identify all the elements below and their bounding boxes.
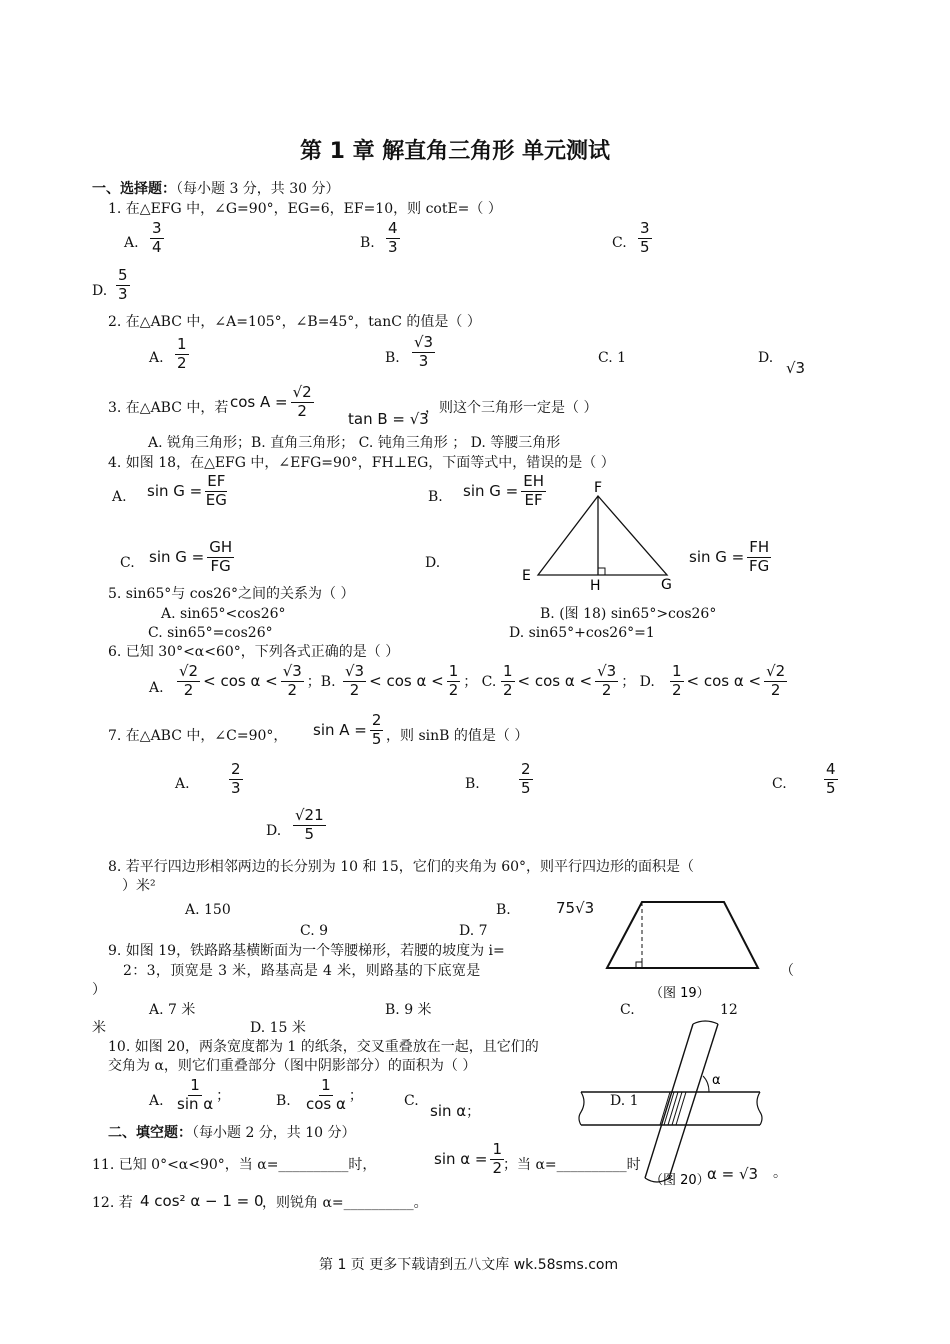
denominator: sin α [177,1094,214,1113]
separator: ； D. [621,674,655,691]
q3-cos-expression [230,385,317,420]
denominator: 3 [388,237,398,256]
q2-option-c: C. 1 [598,350,627,366]
q11-stem-end: ；当 α=__________时 [503,1157,641,1173]
q6-option-b-expression [340,664,496,699]
right-fraction [281,664,304,699]
q4-option-d-expression [689,540,774,575]
q9-paren-close: ） [92,982,106,998]
denominator: cos α [306,1094,346,1113]
middle: < cos α < [203,672,278,691]
separator: ； C. [463,674,497,691]
angle-arc [703,1076,709,1092]
q3-options: A. 锐角三角形；B. 直角三角形； C. 钝角三角形 ； D. 等腰三角形 [148,435,561,451]
q6-stem: 6. 已知 30°<α<60°，下列各式正确的是（ ） [108,644,400,660]
separator: ； [216,1088,231,1105]
numerator: 1 [321,1076,331,1094]
numerator: 2 [371,711,382,729]
denominator: 5 [521,778,531,797]
q10-option-c-expression [430,1101,480,1121]
page-footer: 第 1 页 更多下载请到五八文库 wk.58sms.com [319,1257,619,1273]
numerator: EH [523,472,544,490]
q4-option-d-label: D. [425,555,441,571]
q3-stem-start: 3. 在△ABC 中，若 [108,400,229,416]
section-heading [108,1126,356,1141]
q4-option-b-label: B. [428,489,443,505]
q1-option-c-label: C. [612,235,627,251]
lhs: sin G = [463,482,519,501]
denominator: 2 [672,680,682,699]
numerator: GH [209,538,233,556]
right-fraction [447,664,461,699]
slanted-strip-top-end [693,1021,718,1024]
denominator: 2 [503,680,513,699]
q7-option-c-fraction [824,762,838,797]
left-fraction [343,664,366,699]
section-note: （每小题 3 分，共 30 分） [176,181,340,197]
q1-option-a-label: A. [124,235,139,251]
separator: ；B. [306,674,336,691]
strip-left-end [579,1092,584,1125]
right-fraction [764,664,787,699]
q9-line2: 2：3，顶宽是 3 米，路基高是 4 米，则路基的下底宽是 [123,963,481,979]
section-heading [92,182,340,197]
lhs: sin G = [147,482,203,501]
label-g: G [661,577,672,593]
q11-tail-expression: α = √3 [707,1165,759,1183]
q6-option-a-expression [174,664,336,699]
denominator: 2 [183,680,194,699]
overlap-shading [660,1092,686,1125]
section-title: 二、填空题： [108,1125,192,1141]
numerator: 1 [672,662,682,680]
q7-option-a-fraction [229,762,243,797]
q5-option-c: C. sin65°=cos26° [148,625,273,641]
q3-tan-expression: tan B = √3 [348,410,429,428]
denominator: EG [205,490,227,509]
denominator: 2 [287,680,298,699]
numerator: 4 [388,219,398,237]
q10-option-b-label: B. [276,1093,291,1109]
q4-option-c-expression [149,540,237,575]
denominator: FG [749,556,770,575]
label-f: F [594,480,603,496]
q9-line1: 9. 如图 19，铁路路基横断面为一个等腰梯形，若腰的坡度为 i= [108,943,505,959]
slanted-strip-right [669,1024,718,1178]
value: sin α [430,1102,467,1120]
q10-option-a-expression [174,1078,230,1113]
denominator: 2 [448,680,459,699]
fraction [205,474,227,509]
q9-option-c-value: 12 [720,1002,738,1018]
q10-line1: 10. 如图 20，两条宽度都为 1 的纸条，交叉重叠放在一起，且它们的 [108,1039,539,1055]
fraction [306,1078,346,1113]
q1-option-c-fraction [638,221,652,256]
numerator: 3 [640,219,650,237]
sin-fraction [490,1142,504,1177]
numerator: √3 [414,333,434,351]
q7-option-b-fraction [519,762,533,797]
figure-19-caption: （图 19） [650,986,710,1001]
q7-option-a-label: A. [175,776,190,792]
cos-fraction [291,385,314,420]
numerator: EF [207,472,226,490]
q7-sin-expression [313,713,386,748]
q2-stem: 2. 在△ABC 中，∠A=105°，∠B=45°，tanC 的值是（ ） [108,314,481,330]
denominator: 5 [826,778,836,797]
q1-option-d-fraction [116,268,130,303]
q4-stem: 4. 如图 18，在△EFG 中，∠EFG=90°，FH⊥EG，下面等式中，错误的是（ ） [108,455,615,471]
middle: < cos α < [517,672,593,691]
q9-option-c-label: C. [620,1002,635,1018]
q7-stem-start: 7. 在△ABC 中，∠C=90°， [108,728,288,744]
q6-option-d-expression [667,664,790,699]
q7-option-d-fraction [293,808,326,843]
label-e: E [522,568,531,584]
q8-option-a: A. 150 [185,902,231,918]
q5-option-d: D. sin65°+cos26°=1 [509,625,655,641]
numerator: 5 [118,266,128,284]
denominator: 5 [304,824,315,843]
q7-option-d-label: D. [266,823,282,839]
q9-paren-open: （ [780,963,794,979]
page-title: 第 1 章 解直角三角形 单元测试 [300,139,610,164]
sin-lhs: sin α = [434,1150,488,1169]
q3-stem-end: ，则这个三角形一定是（ ） [425,400,598,416]
q6-option-c-expression [498,664,655,699]
fraction [747,540,771,575]
embankment-section [607,902,758,968]
figure-18-triangle [510,474,690,594]
section-note: （每小题 2 分，共 10 分） [192,1125,356,1141]
denominator: FG [210,556,231,575]
q9-option-a: A. 7 米 [149,1002,196,1018]
slanted-strip-left [645,1024,693,1178]
denominator: 5 [640,237,650,256]
numerator: 1 [503,662,513,680]
q2-option-d-label: D. [758,350,774,366]
denominator: 3 [118,284,128,303]
separator: ； [348,1088,363,1105]
q11-tail-end: 。 [773,1165,787,1181]
middle: < cos α < [686,672,762,691]
q1-option-b-fraction [386,221,400,256]
right-angle-mark [598,568,605,575]
q11-sin-expression [434,1142,507,1177]
numerator: 2 [521,760,531,778]
numerator: √3 [597,662,617,680]
q10-line2: 交角为 α，则它们重叠部分（图中阴影部分）的面积为（ ） [108,1058,477,1074]
strip-right-end [757,1092,762,1125]
q8-option-b-value: 75√3 [556,899,595,917]
numerator: √21 [295,806,324,824]
denominator: 4 [152,237,162,256]
numerator: √3 [345,662,365,680]
section-title: 一、选择题： [92,181,176,197]
numerator: √2 [766,662,786,680]
figure-20-caption: （图 20） [650,1173,710,1188]
numerator: 2 [231,760,241,778]
q4-option-a-label: A. [112,489,127,505]
numerator: 3 [152,219,162,237]
q7-stem-end: ，则 sinB 的值是（ ） [386,728,529,744]
denominator: 2 [770,680,781,699]
denominator: 2 [297,401,307,420]
q6-option-a-label: A. [149,680,164,696]
q9-unit: 米 [92,1020,106,1036]
q12-equation: 4 cos² α − 1 = 0 [140,1192,264,1210]
denominator: 2 [492,1158,503,1177]
numerator: 1 [448,662,459,680]
denominator: 3 [231,778,241,797]
q1-option-a-fraction [150,221,164,256]
q2-option-b-fraction [412,335,435,370]
numerator: 1 [190,1076,200,1094]
angle-label: α [712,1073,721,1088]
numerator: √3 [282,662,302,680]
lhs: sin G = [149,548,205,567]
q9-option-b: B. 9 米 [385,1002,432,1018]
denominator: 2 [177,353,187,372]
q11-stem-start: 11. 已知 0°<α<90°，当 α=__________时， [92,1157,377,1173]
separator: ； [466,1104,481,1120]
right-fraction [595,664,618,699]
q7-option-b-label: B. [465,776,480,792]
left-fraction [670,664,684,699]
q4-option-a-expression [147,474,230,509]
triangle-efg [538,496,667,575]
sin-lhs: sin A = [313,721,367,740]
q9-option-d: D. 15 米 [250,1020,306,1036]
left-fraction [501,664,515,699]
q10-option-b-expression [303,1078,363,1113]
figure-19-trapezoid [600,895,770,1005]
q8-option-c: C. 9 [300,923,329,939]
q8-stem-line1: 8. 若平行四边形相邻两边的长分别为 10 和 15，它们的夹角为 60°，则平行四边形的面积是（ [108,859,695,875]
q2-option-b-label: B. [385,350,400,366]
numerator: √2 [179,662,199,680]
q1-option-b-label: B. [360,235,375,251]
cos-lhs: cos A = [230,393,288,412]
q8-option-d: D. 7 [459,923,488,939]
q8-option-b-label: B. [496,902,511,918]
q2-option-d-value: √3 [786,359,806,377]
denominator: EF [524,490,543,509]
q8-stem-line2: ）米² [122,878,156,894]
left-fraction [177,664,200,699]
q5-option-b: B. (图 18) sin65°>cos26° [540,606,717,622]
denominator: 3 [418,351,429,370]
denominator: 2 [601,680,612,699]
numerator: 1 [492,1140,503,1158]
numerator: 4 [826,760,836,778]
numerator: √2 [292,383,312,401]
q1-option-d-label: D. [92,283,108,299]
numerator: FH [749,538,770,556]
q5-stem: 5. sin65°与 cos26°之间的关系为（ ） [108,586,355,602]
q10-option-d: D. 1 [610,1093,639,1109]
q10-option-a-label: A. [149,1093,164,1109]
q2-option-a-fraction [175,337,189,372]
middle: < cos α < [369,672,444,691]
numerator: 1 [177,335,187,353]
q4-option-c-label: C. [120,555,135,571]
lhs: sin G = [689,548,745,567]
sin-fraction [370,713,384,748]
q12-text-start: 12. 若 [92,1195,133,1211]
q10-option-c-label: C. [404,1093,419,1109]
q1-stem: 1. 在△EFG 中，∠G=90°，EG=6，EF=10，则 cotE=（ ） [108,201,502,217]
fraction [207,540,234,575]
q12-text-end: ，则锐角 α=__________。 [262,1195,428,1211]
q5-option-a: A. sin65°<cos26° [161,606,286,622]
q7-option-c-label: C. [772,776,787,792]
fraction [177,1078,213,1113]
q2-option-a-label: A. [149,350,164,366]
label-h: H [590,578,601,594]
denominator: 5 [371,729,382,748]
denominator: 2 [349,680,360,699]
